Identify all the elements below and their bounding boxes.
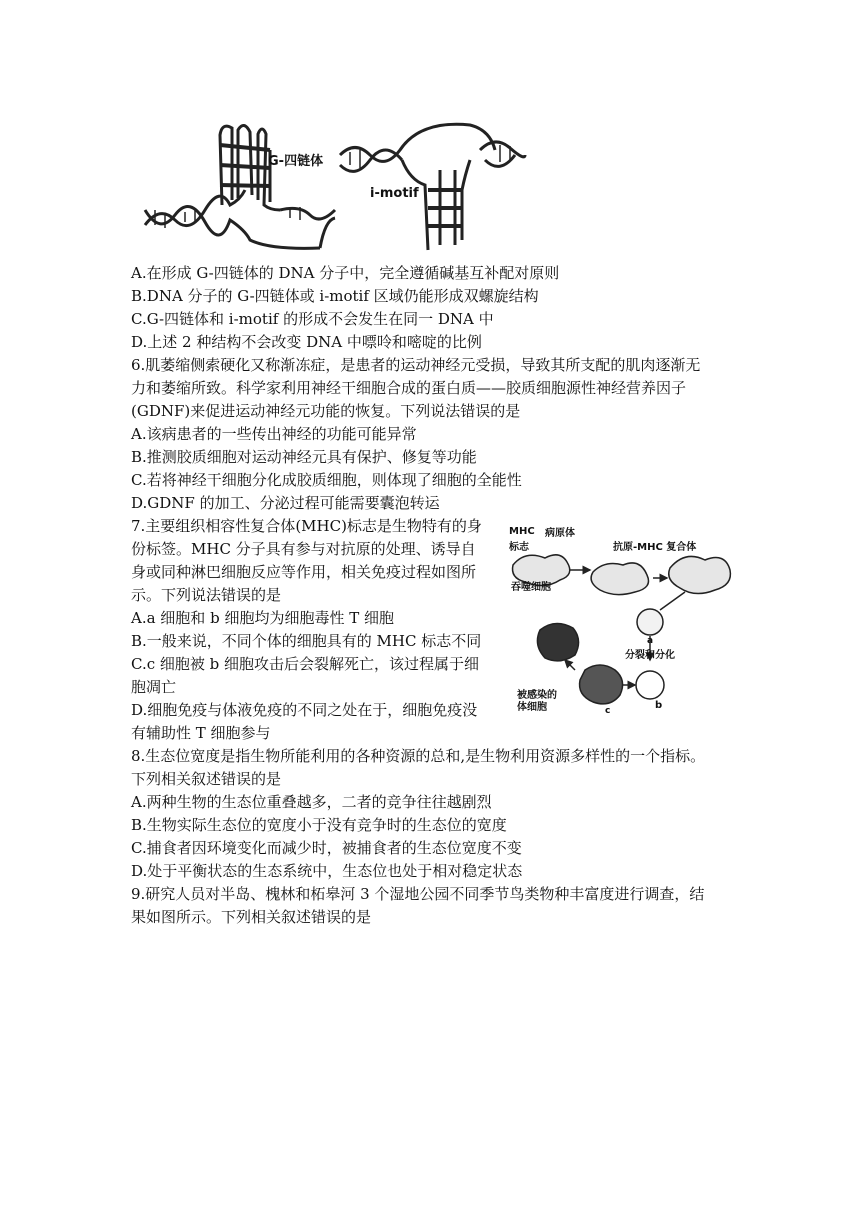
- q8-option-a: A.两种生物的生态位重叠越多，二者的竞争往往越剧烈: [131, 793, 492, 811]
- q6-option-a: A.该病患者的一些传出神经的功能可能异常: [131, 425, 417, 443]
- q6-option-b: B.推测胶质细胞对运动神经元具有保护、修复等功能: [131, 448, 477, 466]
- dna-structure-drawing: [140, 110, 530, 260]
- q8-option-c: C.捕食者因环境变化而减少时，被捕食者的生态位宽度不变: [131, 839, 522, 857]
- q7-option-d-cont: 有辅助性 T 细胞参与: [131, 724, 271, 742]
- divide-label: 分裂和分化: [625, 650, 675, 661]
- q7-line-2: 份标签。MHC 分子具有参与对抗原的处理、诱导自: [131, 540, 476, 558]
- q7-line-1: 7.主要组织相容性复合体(MHC)标志是生物特有的身: [131, 517, 482, 535]
- q9-stem-line-1: 9.研究人员对半岛、槐林和柘皋河 3 个湿地公园不同季节鸟类物种丰富度进行调查，结: [131, 885, 705, 903]
- mhc-label-1: MHC: [509, 526, 535, 537]
- mhc-immune-figure: [505, 520, 735, 720]
- infected-label-1: 被感染的: [517, 690, 557, 701]
- q8-stem-line-1: 8.生态位宽度是指生物所能利用的各种资源的总和,是生物利用资源多样性的一个指标。: [131, 747, 706, 765]
- dna-structure-figure: [140, 110, 530, 260]
- imotif-label: i-motif: [370, 186, 419, 201]
- q9-stem-line-2: 果如图所示。下列相关叙述错误的是: [131, 908, 372, 926]
- mhc-label-2: 标志: [509, 542, 529, 553]
- q7-option-b: B.一般来说，不同个体的细胞具有的 MHC 标志不同: [131, 632, 482, 650]
- q6-option-c: C.若将神经干细胞分化成胶质细胞，则体现了细胞的全能性: [131, 471, 522, 489]
- a-cell-label: a: [647, 636, 654, 646]
- q7-option-c-cont: 胞凋亡: [131, 678, 177, 696]
- q7-line-3: 身或同种淋巴细胞反应等作用，相关免疫过程如图所: [131, 563, 477, 581]
- q5-option-d: D.上述 2 种结构不会改变 DNA 中嘌呤和嘧啶的比例: [131, 333, 482, 351]
- q6-stem-line-2: 力和萎缩所致。科学家利用神经干细胞合成的蛋白质——胶质细胞源性神经营养因子: [131, 379, 687, 397]
- q5-option-b: B.DNA 分子的 G-四链体或 i-motif 区域仍能形成双螺旋结构: [131, 287, 539, 305]
- q7-option-a: A.a 细胞和 b 细胞均为细胞毒性 T 细胞: [131, 609, 394, 627]
- infected-label-2: 体细胞: [517, 702, 547, 713]
- q6-option-d: D.GDNF 的加工、分泌过程可能需要囊泡转运: [131, 494, 440, 512]
- q7-line-4: 示。下列说法错误的是: [131, 586, 282, 604]
- q8-stem-line-2: 下列相关叙述错误的是: [131, 770, 282, 788]
- q8-option-d: D.处于平衡状态的生态系统中，生态位也处于相对稳定状态: [131, 862, 523, 880]
- phagocyte-label: 吞噬细胞: [511, 582, 551, 593]
- g4-label: G-四链体: [268, 154, 324, 169]
- q7-option-d: D.细胞免疫与体液免疫的不同之处在于，细胞免疫没: [131, 701, 478, 719]
- q5-option-c: C.G-四链体和 i-motif 的形成不会发生在同一 DNA 中: [131, 310, 494, 328]
- q5-option-a: A.在形成 G-四链体的 DNA 分子中，完全遵循碱基互补配对原则: [131, 264, 560, 282]
- complex-label: 抗原-MHC 复合体: [613, 542, 697, 553]
- q6-stem-line-3: (GDNF)来促进运动神经元功能的恢复。下列说法错误的是: [131, 402, 521, 420]
- q8-option-b: B.生物实际生态位的宽度小于没有竞争时的生态位的宽度: [131, 816, 507, 834]
- q7-option-c: C.c 细胞被 b 细胞攻击后会裂解死亡，该过程属于细: [131, 655, 480, 673]
- pathogen-label: 病原体: [545, 528, 575, 539]
- b-cell-label: b: [655, 700, 663, 711]
- q6-stem-line-1: 6.肌萎缩侧索硬化又称渐冻症，是患者的运动神经元受损，导致其所支配的肌肉逐渐无: [131, 356, 701, 374]
- c-cell-label: c: [605, 706, 611, 716]
